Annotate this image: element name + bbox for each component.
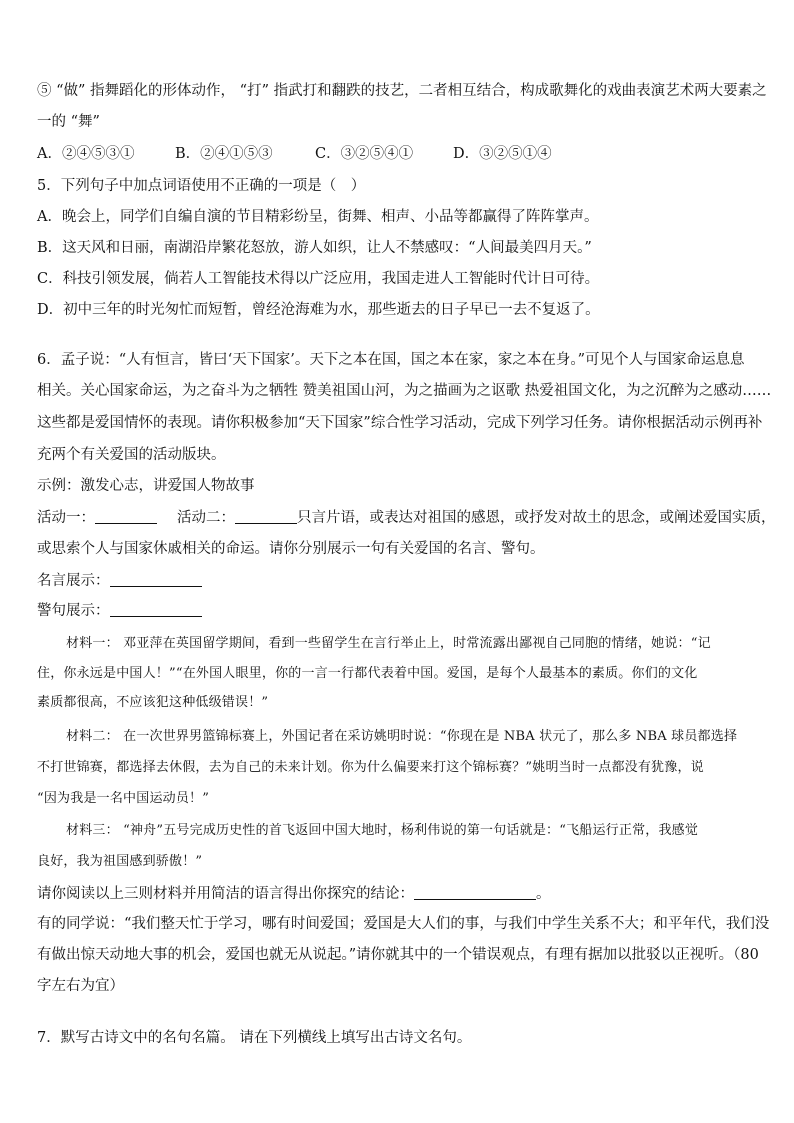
activity1-blank[interactable] — [95, 509, 157, 524]
famous-quote-blank[interactable] — [110, 572, 202, 587]
material1-line2: 住，你永远是中国人！”“在外国人眼里，你的一言一行都代表着中国。爱国，是每个人最基本的素质。你们的文化 — [37, 666, 698, 681]
warning-quote-row — [37, 601, 762, 621]
q5-option-a: A．晚会上，同学们自编自演的节目精彩纷呈，街舞、相声、小品等都赢得了阵阵掌声。 — [37, 209, 599, 225]
q6-activities — [37, 508, 776, 528]
material2-line3: “因为我是一名中国运动员！” — [37, 791, 210, 806]
q4-option-b: B．②④①⑤③ — [175, 146, 273, 162]
material3-line1: 材料三： “神舟”五号完成历史性的首飞返回中国大地时，杨利伟说的第一句话就是：“飞船运行正常，我感觉 — [66, 823, 699, 838]
q4-item5-line1: ⑤ “做” 指舞蹈化的形体动作， “打” 指武打和翻跌的技艺，二者相互结合，构成歌舞化的戏曲表演艺术两大要素之 — [37, 83, 767, 99]
q6-line2: 相关。关心国家命运，为之奋斗为之牺牲 赞美祖国山河，为之描画为之讴歌 热爱祖国文化，为之沉醉为之感动…… — [37, 383, 772, 399]
famous-quote-row — [37, 571, 762, 591]
famous-quote-label: 名言展示： — [37, 573, 110, 589]
q4-options — [37, 144, 762, 164]
conclusion-row — [37, 884, 762, 904]
opinion-line1: 有的同学说：“我们整天忙于学习，哪有时间爱国；爱国是大人们的事，与我们中学生关系不大；和平年代，我们没 — [37, 916, 770, 932]
activity1-label: 活动一： — [37, 510, 95, 526]
material3-line2: 良好，我为祖国感到骄傲！” — [37, 854, 203, 869]
activity2-blank[interactable] — [235, 509, 297, 524]
conclusion-blank[interactable] — [414, 885, 536, 900]
q6-line4: 充两个有关爱国的活动版块。 — [37, 447, 226, 463]
q6-line1: 6．孟子说：“人有恒言，皆曰‘天下国家’。天下之本在国，国之本在家，家之本在身。”可见个人与国家命运息息 — [37, 352, 745, 368]
q5-option-c: C．科技引领发展，倘若人工智能技术得以广泛应用，我国走进人工智能时代计日可待。 — [37, 271, 600, 287]
warning-quote-label: 警句展示： — [37, 603, 110, 619]
opinion-line3: 字左右为宜） — [37, 978, 124, 994]
q7-stem: 7．默写古诗文中的名句名篇。 请在下列横线上填写出古诗文名句。 — [37, 1030, 472, 1046]
conclusion-prompt: 请你阅读以上三则材料并用简洁的语言得出你探究的结论： — [37, 886, 414, 902]
material2-line2: 不打世锦赛，都选择去休假，去为自己的未来计划。你为什么偏要来打这个锦标赛？”姚明当时一点都没有犹豫，说 — [37, 760, 704, 775]
opinion-line2: 有做出惊天动地大事的机会，爱国也就无从说起。”请你就其中的一个错误观点，有理有据加以批驳以正视听。（80 — [37, 947, 759, 963]
material1-line1: 材料一： 邓亚萍在英国留学期间，看到一些留学生在言行举止上，时常流露出鄙视自己同胞的情绪，她说：“记 — [66, 636, 711, 651]
q5-option-b: B．这天风和日丽，南湖沿岸繁花怒放，游人如织，让人不禁感叹：“人间最美四月天。” — [37, 240, 592, 256]
conclusion-end: 。 — [536, 886, 551, 902]
q4-option-a: A．②④⑤③① — [37, 146, 135, 162]
q6-example: 示例：激发心志，讲爱国人物故事 — [37, 478, 255, 494]
q4-option-c: C．③②⑤④① — [315, 146, 414, 162]
q6-quotes-instruction: 或思索个人与国家休戚相关的命运。请你分别展示一句有关爱国的名言、警句。 — [37, 541, 545, 557]
warning-quote-blank[interactable] — [110, 602, 202, 617]
q6-line3: 这些都是爱国情怀的表现。请你积极参加“天下国家”综合性学习活动，完成下列学习任务。请你根据活动示例再补 — [37, 415, 763, 431]
q5-option-d: D．初中三年的时光匆忙而短暂，曾经沧海难为水，那些逝去的日子早已一去不复返了。 — [37, 302, 600, 318]
activity-tail: 只言片语，或表达对祖国的感恩，或抒发对故土的思念，或阐述爱国实质， — [297, 510, 776, 526]
material2-line1: 材料二： 在一次世界男篮锦标赛上，外国记者在采访姚明时说：“你现在是 NBA 状元了，那么多 NBA 球员都选择 — [66, 729, 738, 744]
activity2-label: 活动二： — [177, 510, 235, 526]
q4-item5-line2: 一的 “舞” — [37, 114, 100, 130]
material1-line3: 素质都很高，不应该犯这种低级错误！” — [37, 695, 269, 710]
q4-option-d: D．③②⑤①④ — [453, 146, 552, 162]
q5-stem: 5．下列句子中加点词语使用不正确的一项是（ ） — [37, 178, 366, 194]
